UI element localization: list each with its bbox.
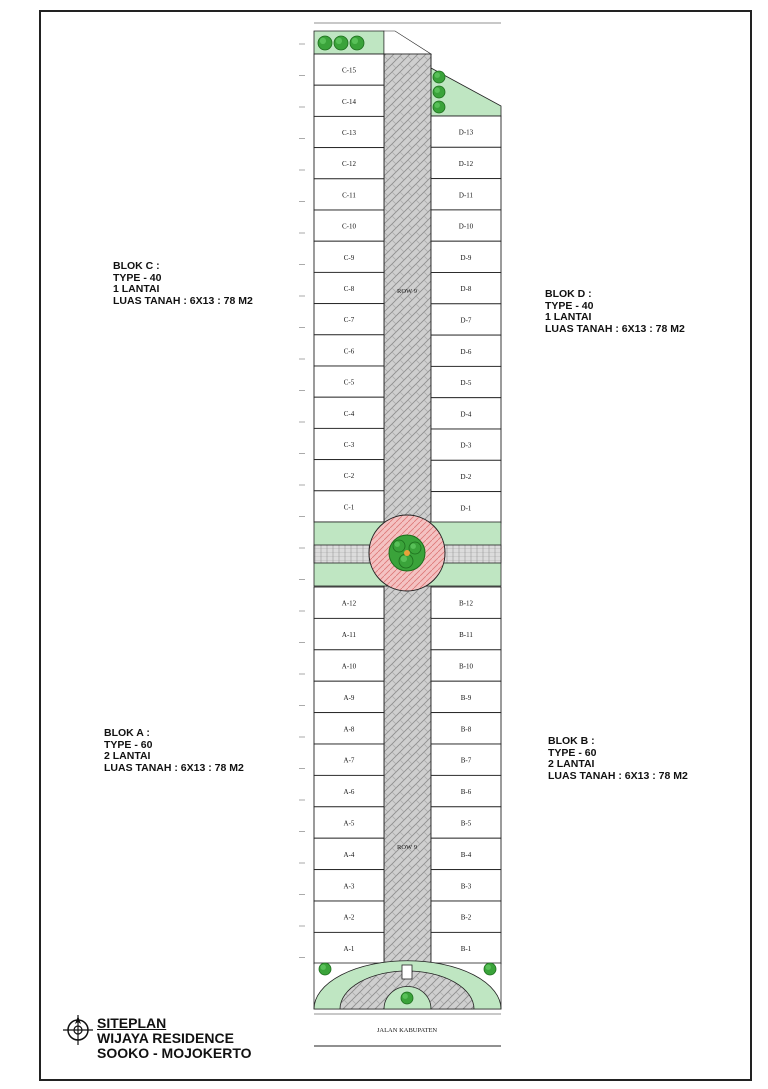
lot-label: B-6 — [460, 788, 472, 797]
tree-icon — [399, 554, 413, 568]
lot-label: C-8 — [343, 285, 355, 293]
lot-label: D-8 — [460, 285, 472, 294]
lot-label: D-4 — [460, 410, 472, 419]
lot-label: B-1 — [460, 945, 472, 954]
block-b-label — [548, 736, 688, 782]
fountain-icon — [404, 550, 410, 556]
lot-label: D-1 — [460, 504, 472, 513]
block-a-floors: 2 LANTAI — [104, 750, 151, 762]
lot-label: A-1 — [343, 945, 355, 954]
lot-label: B-5 — [460, 819, 472, 828]
tree-icon — [334, 36, 348, 50]
lot-label: C-1 — [343, 503, 355, 512]
block-a-type: TYPE - 60 — [104, 738, 153, 751]
lot-label: C-7 — [343, 316, 355, 325]
lot-label: B-4 — [460, 850, 472, 859]
lot-label: C-10 — [342, 222, 356, 231]
lot-label: C-5 — [343, 378, 355, 387]
tree-icon — [433, 86, 445, 98]
block-d-name: BLOK D : — [545, 288, 592, 300]
top-diagonal-edge — [384, 31, 431, 54]
lot-label: A-11 — [341, 631, 357, 640]
lot-label: B-12 — [459, 599, 473, 608]
lot-label: D-3 — [460, 441, 472, 450]
lot-label: A-5 — [343, 819, 355, 828]
tree-icon — [433, 71, 445, 83]
lot-label: A-7 — [343, 756, 355, 765]
north-arrow-icon — [62, 1014, 94, 1046]
lot-label: C-9 — [343, 253, 355, 262]
lot-label: A-8 — [343, 725, 355, 734]
road-label: ROW 9 — [397, 844, 417, 851]
lot-label: B-10 — [459, 662, 473, 671]
lot-label: A-4 — [343, 850, 355, 859]
lot-label: C-15 — [342, 66, 356, 75]
lot-label: C-4 — [343, 409, 355, 418]
tree-icon — [433, 101, 445, 113]
block-b-floors: 2 LANTAI — [548, 758, 595, 770]
tree-icon — [401, 992, 413, 1004]
title-location: SOOKO - MOJOKERTO — [97, 1045, 252, 1061]
lot-label: D-12 — [458, 159, 474, 168]
title-siteplan: SITEPLAN — [97, 1015, 167, 1031]
lot-label: A-6 — [343, 788, 355, 797]
lot-label: C-3 — [343, 441, 355, 449]
block-d-floors: 1 LANTAI — [545, 311, 592, 323]
block-d-label — [545, 289, 685, 335]
block-c-name: BLOK C : — [113, 260, 160, 272]
lot-label: D-7 — [460, 316, 472, 325]
lot-label: A-9 — [343, 693, 355, 702]
lot-label: A-12 — [341, 599, 357, 608]
title-project: WIJAYA RESIDENCE — [97, 1030, 234, 1046]
block-b-name: BLOK B : — [548, 735, 595, 747]
lot-label: A-2 — [343, 913, 355, 922]
lot-label: C-6 — [343, 347, 355, 356]
block-a-area: LUAS TANAH : 6X13 : 78 M2 — [104, 761, 244, 774]
lot-label: C-14 — [342, 97, 356, 106]
lot-label: B-8 — [460, 725, 472, 734]
tree-icon — [318, 36, 332, 50]
lot-label: B-2 — [460, 913, 472, 922]
lot-label: D-9 — [460, 253, 472, 262]
tree-icon — [350, 36, 364, 50]
guard-post-icon — [402, 965, 412, 979]
block-c-area: LUAS TANAH : 6X13 : 78 M2 — [113, 294, 253, 307]
street-label: JALAN KABUPATEN — [376, 1027, 438, 1034]
block-c-label — [113, 261, 253, 307]
tree-icon — [484, 963, 496, 975]
lot-label: B-11 — [459, 631, 473, 640]
lot-label: D-10 — [458, 222, 474, 231]
lot-label: A-10 — [341, 662, 357, 671]
lot-label: B-7 — [460, 756, 472, 765]
lot-label: C-2 — [343, 472, 355, 481]
lot-label: D-13 — [458, 128, 474, 137]
block-d-area: LUAS TANAH : 6X13 : 78 M2 — [545, 322, 685, 335]
lot-label: C-13 — [342, 129, 356, 137]
block-b-area: LUAS TANAH : 6X13 : 78 M2 — [548, 769, 688, 782]
lot-label: D-11 — [458, 191, 474, 200]
road-label: ROW 9 — [397, 288, 417, 295]
lot-label: C-12 — [342, 160, 356, 169]
block-c-type: TYPE - 40 — [113, 271, 162, 284]
block-a-label — [104, 728, 244, 774]
lot-label: A-3 — [343, 882, 355, 891]
lot-label: B-9 — [460, 693, 472, 702]
lot-label: D-5 — [460, 379, 472, 388]
drawing-title — [97, 1016, 252, 1061]
lot-label: C-11 — [342, 191, 356, 200]
lot-label: D-6 — [460, 347, 472, 356]
tree-icon — [319, 963, 331, 975]
block-c-floors: 1 LANTAI — [113, 283, 160, 295]
tree-icon — [393, 540, 405, 552]
tree-icon — [409, 542, 421, 554]
lot-label: D-2 — [460, 472, 472, 481]
block-d-type: TYPE - 40 — [545, 299, 594, 312]
lot-label: B-3 — [460, 882, 472, 891]
block-a-name: BLOK A : — [104, 727, 150, 739]
block-b-type: TYPE - 60 — [548, 746, 597, 759]
